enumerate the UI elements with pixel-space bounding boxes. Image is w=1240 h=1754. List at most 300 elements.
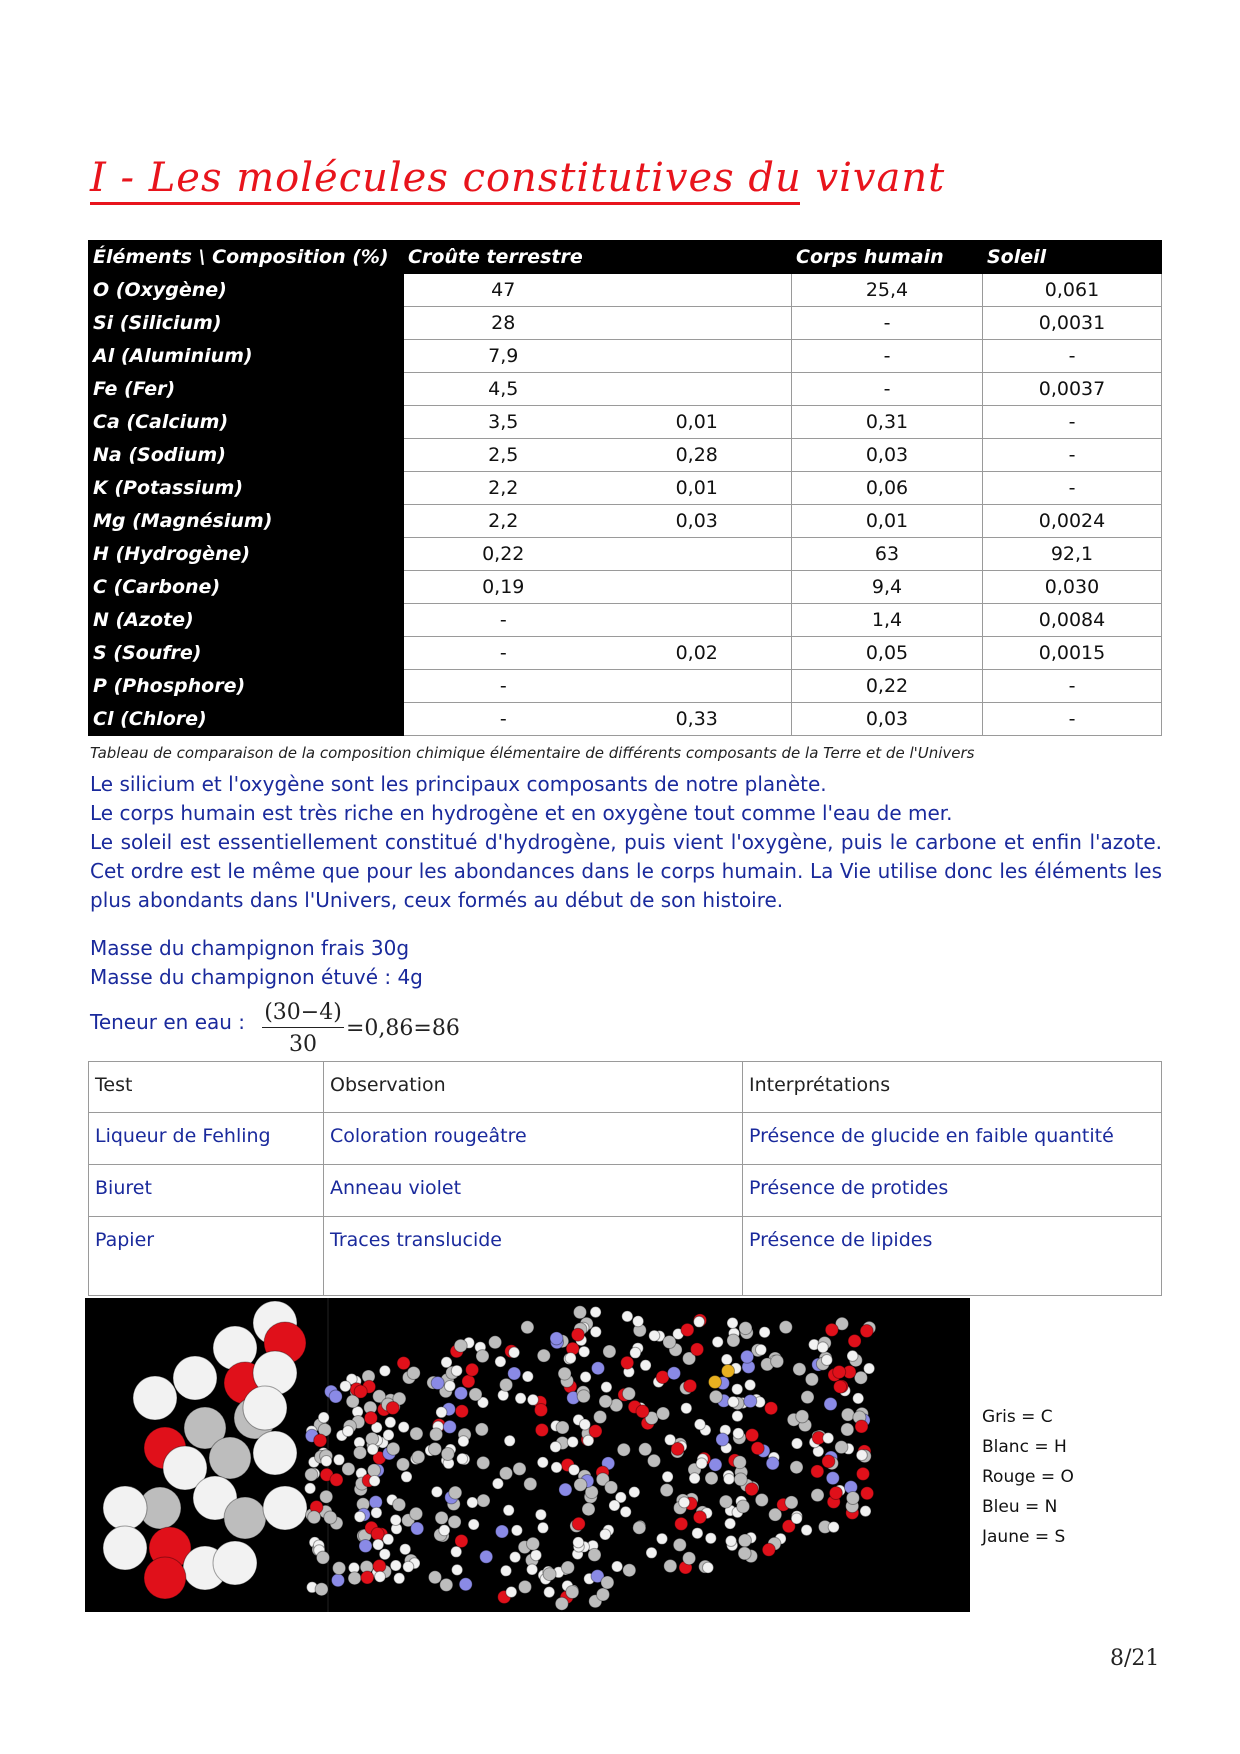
- composition-value-cell: -: [404, 604, 603, 637]
- atom-c: [719, 1495, 732, 1508]
- composition-value-cell: 2,2: [404, 472, 603, 505]
- atom-h: [515, 1393, 526, 1404]
- atom-c: [801, 1391, 814, 1404]
- atom-h: [612, 1561, 623, 1572]
- atom-h: [495, 1356, 506, 1367]
- element-name-cell: N (Azote): [89, 604, 404, 637]
- atom-c: [737, 1500, 750, 1513]
- atom-c: [521, 1321, 534, 1334]
- atom-h: [503, 1505, 514, 1516]
- atom-h: [821, 1355, 832, 1366]
- atom-h: [383, 1430, 394, 1441]
- atom-o: [825, 1323, 838, 1336]
- composition-value-cell: 0,061: [983, 274, 1162, 307]
- atom-o: [397, 1357, 410, 1370]
- atom-n: [550, 1332, 563, 1345]
- atom-n: [459, 1578, 472, 1591]
- atom-o: [589, 1425, 602, 1438]
- composition-value-cell: [603, 307, 792, 340]
- tests-header-test: Test: [89, 1062, 324, 1113]
- atom-o: [811, 1465, 824, 1478]
- atom-o: [371, 1527, 384, 1540]
- atom-h: [522, 1371, 533, 1382]
- atom-c: [500, 1467, 513, 1480]
- atom-c: [308, 1511, 321, 1524]
- composition-value-cell: -: [404, 670, 603, 703]
- table-header-row: [89, 241, 1162, 274]
- atom-n: [455, 1387, 468, 1400]
- atom-o: [373, 1560, 386, 1573]
- atom-c: [639, 1443, 652, 1456]
- atom-h: [732, 1384, 743, 1395]
- atom-h: [791, 1513, 802, 1524]
- atom-h: [681, 1403, 692, 1414]
- atom-c: [556, 1421, 569, 1434]
- tests-table: [88, 1061, 1162, 1296]
- atom-c: [846, 1492, 859, 1505]
- atom-c: [664, 1560, 677, 1573]
- atom-h: [375, 1571, 386, 1582]
- tests-header-interpretations: Interprétations: [743, 1062, 1162, 1113]
- composition-value-cell: 0,02: [603, 637, 792, 670]
- atom-h: [705, 1533, 716, 1544]
- atom-h: [504, 1435, 515, 1446]
- atom-h: [620, 1506, 631, 1517]
- table-row: [89, 670, 1162, 703]
- atom-o: [745, 1483, 758, 1496]
- atom-c: [805, 1373, 818, 1386]
- element-name-cell: Cl (Chlore): [89, 703, 404, 736]
- tests-header-row: [89, 1062, 1162, 1113]
- atom-h: [400, 1544, 411, 1555]
- composition-value-cell: -: [983, 670, 1162, 703]
- element-name-cell: C (Carbone): [89, 571, 404, 604]
- atom-c: [407, 1367, 420, 1380]
- atom-h: [531, 1550, 542, 1561]
- atom-h: [321, 1456, 332, 1467]
- atom-o: [861, 1487, 874, 1500]
- atom-c: [601, 1576, 614, 1589]
- atom-c: [663, 1336, 676, 1349]
- composition-value-cell: 0,05: [792, 637, 983, 670]
- atom-h: [133, 1376, 177, 1420]
- atom-h: [573, 1537, 584, 1548]
- atom-c: [448, 1515, 461, 1528]
- composition-value-cell: 4,5: [404, 373, 603, 406]
- composition-value-cell: 0,01: [603, 472, 792, 505]
- atom-h: [662, 1471, 673, 1482]
- atom-o: [833, 1366, 846, 1379]
- atom-h: [759, 1327, 770, 1338]
- fraction-numerator: (30−4): [262, 1000, 344, 1028]
- atom-c: [475, 1423, 488, 1436]
- atom-c: [333, 1562, 346, 1575]
- atom-h: [665, 1434, 676, 1445]
- atom-legend: [982, 1402, 1074, 1552]
- composition-value-cell: -: [404, 703, 603, 736]
- table-row: [89, 472, 1162, 505]
- atom-n: [559, 1483, 572, 1496]
- table-caption: Tableau de comparaison de la composition chimique élémentaire de différents composants de la Terre et de l'Univers: [90, 744, 975, 762]
- atom-c: [605, 1481, 618, 1494]
- atom-h: [721, 1354, 732, 1365]
- observation-cell: Traces translucide: [324, 1217, 743, 1296]
- atom-c: [623, 1564, 636, 1577]
- atom-h: [510, 1552, 521, 1563]
- atom-c: [582, 1503, 595, 1516]
- atom-n: [496, 1525, 509, 1538]
- atom-h: [394, 1573, 405, 1584]
- atom-h: [679, 1497, 690, 1508]
- atom-o: [466, 1363, 479, 1376]
- atom-c: [410, 1427, 423, 1440]
- element-name-cell: Si (Silicium): [89, 307, 404, 340]
- atom-n: [443, 1420, 456, 1433]
- atom-o: [746, 1429, 759, 1442]
- atom-o: [572, 1517, 585, 1530]
- atom-h: [492, 1478, 503, 1489]
- atom-c: [430, 1428, 443, 1441]
- atom-c: [477, 1456, 490, 1469]
- atom-h: [733, 1428, 744, 1439]
- legend-item-nitrogen: Bleu = N: [982, 1497, 1058, 1517]
- atom-h: [579, 1346, 590, 1357]
- atom-c: [524, 1478, 537, 1491]
- atom-h: [609, 1500, 620, 1511]
- atom-c: [317, 1551, 330, 1564]
- composition-value-cell: -: [983, 703, 1162, 736]
- element-name-cell: Na (Sodium): [89, 439, 404, 472]
- atom-h: [712, 1337, 723, 1348]
- atom-o: [571, 1328, 584, 1341]
- table-row: [89, 604, 1162, 637]
- composition-value-cell: 28: [404, 307, 603, 340]
- atom-h: [657, 1533, 668, 1544]
- atom-h: [550, 1441, 561, 1452]
- composition-value-cell: 0,03: [792, 439, 983, 472]
- atom-h: [692, 1528, 703, 1539]
- composition-value-cell: 0,22: [404, 538, 603, 571]
- test-cell: Biuret: [89, 1165, 324, 1217]
- atom-h: [468, 1519, 479, 1530]
- atom-c: [790, 1461, 803, 1474]
- atom-c: [709, 1390, 722, 1403]
- molecule-models: [85, 1298, 970, 1612]
- atom-o: [462, 1375, 475, 1388]
- composition-value-cell: 2,5: [404, 439, 603, 472]
- table-row: [89, 274, 1162, 307]
- header-soleil: Soleil: [983, 241, 1162, 274]
- atom-o: [765, 1402, 778, 1415]
- atom-o: [762, 1543, 775, 1556]
- composition-value-cell: [603, 340, 792, 373]
- atom-h: [630, 1347, 641, 1358]
- atom-c: [348, 1572, 361, 1585]
- masse-etuve: Masse du champignon étuvé : 4g: [90, 965, 423, 989]
- element-name-cell: H (Hydrogène): [89, 538, 404, 571]
- atom-h: [334, 1454, 345, 1465]
- atom-h: [703, 1562, 714, 1573]
- atom-h: [727, 1318, 738, 1329]
- atom-c: [796, 1410, 809, 1423]
- atom-o: [636, 1405, 649, 1418]
- atom-c: [342, 1463, 355, 1476]
- atom-h: [732, 1411, 743, 1422]
- atom-h: [371, 1507, 382, 1518]
- table-row: [89, 1113, 1162, 1165]
- atom-o: [834, 1380, 847, 1393]
- atom-n: [369, 1496, 382, 1509]
- composition-value-cell: [603, 604, 792, 637]
- atom-c: [477, 1494, 490, 1507]
- atom-c: [727, 1334, 740, 1347]
- table-row: [89, 703, 1162, 736]
- atom-c: [733, 1456, 746, 1469]
- atom-n: [824, 1398, 837, 1411]
- header-corps: Corps humain: [792, 241, 983, 274]
- atom-o: [330, 1473, 343, 1486]
- composition-value-cell: 7,9: [404, 340, 603, 373]
- atom-n: [411, 1522, 424, 1535]
- legend-item-hydrogen: Blanc = H: [982, 1437, 1067, 1457]
- text-line-2: Le corps humain est très riche en hydrogène et en oxygène tout comme l'eau de mer.: [90, 801, 953, 825]
- atom-h: [509, 1347, 520, 1358]
- interpretation-cell: Présence de glucide en faible quantité: [743, 1113, 1162, 1165]
- atom-h: [439, 1525, 450, 1536]
- text-line-1: Le silicium et l'oxygène sont les principaux composants de notre planète.: [90, 772, 827, 796]
- atom-n: [716, 1433, 729, 1446]
- composition-value-cell: -: [792, 373, 983, 406]
- atom-c: [577, 1390, 590, 1403]
- atom-h: [580, 1372, 591, 1383]
- table-row: [89, 538, 1162, 571]
- test-cell: Papier: [89, 1217, 324, 1296]
- atom-n: [332, 1574, 345, 1587]
- atom-o: [361, 1571, 374, 1584]
- atom-h: [506, 1587, 517, 1598]
- atom-c: [574, 1306, 587, 1319]
- atom-c: [673, 1538, 686, 1551]
- atom-h: [527, 1394, 538, 1405]
- element-name-cell: P (Phosphore): [89, 670, 404, 703]
- composition-value-cell: -: [983, 439, 1162, 472]
- atom-c: [305, 1468, 318, 1481]
- interpretation-cell: Présence de protides: [743, 1165, 1162, 1217]
- table-row: [89, 1217, 1162, 1296]
- atom-c: [410, 1507, 423, 1520]
- atom-h: [390, 1515, 401, 1526]
- atom-c: [449, 1486, 462, 1499]
- atom-n: [826, 1472, 839, 1485]
- atom-s: [722, 1365, 735, 1378]
- atom-c: [835, 1441, 848, 1454]
- teneur-label: Teneur en eau :: [90, 1010, 246, 1034]
- atom-o: [455, 1405, 468, 1418]
- composition-value-cell: -: [983, 340, 1162, 373]
- atom-h: [340, 1381, 351, 1392]
- tests-header-observation: Observation: [324, 1062, 743, 1113]
- composition-value-cell: -: [404, 637, 603, 670]
- legend-item-carbon: Gris = C: [982, 1407, 1053, 1427]
- atom-n: [329, 1390, 342, 1403]
- atom-h: [444, 1381, 455, 1392]
- atom-c: [793, 1363, 806, 1376]
- atom-c: [440, 1578, 453, 1591]
- atom-n: [508, 1367, 521, 1380]
- formula-result: =0,86=86: [346, 1016, 460, 1041]
- atom-h: [726, 1536, 737, 1547]
- atom-c: [779, 1321, 792, 1334]
- atom-n: [766, 1457, 779, 1470]
- table-row: [89, 307, 1162, 340]
- masse-frais: Masse du champignon frais 30g: [90, 936, 410, 960]
- atom-c: [574, 1478, 587, 1491]
- text-paragraph-3: Le soleil est essentiellement constitué d'hydrogène, puis vient l'oxygène, puis le carbone et enfin l'azote. Cet ordre est le même que pour les abondances dans le corps humain. La Vie utilise donc les éléments les plus abondants dans l'Univers, ceux formés au début de son histoire.: [90, 830, 1162, 912]
- element-name-cell: K (Potassium): [89, 472, 404, 505]
- atom-o: [144, 1557, 186, 1599]
- composition-value-cell: 2,2: [404, 505, 603, 538]
- atom-c: [561, 1561, 574, 1574]
- atom-h: [847, 1350, 858, 1361]
- atom-h: [538, 1522, 549, 1533]
- composition-value-cell: 0,01: [603, 406, 792, 439]
- legend-item-sulfur: Jaune = S: [982, 1527, 1066, 1547]
- atom-h: [373, 1539, 384, 1550]
- atom-h: [173, 1356, 217, 1400]
- atom-h: [622, 1311, 633, 1322]
- composition-value-cell: 47: [404, 274, 603, 307]
- atom-o: [751, 1442, 764, 1455]
- table-row: [89, 340, 1162, 373]
- atom-h: [379, 1365, 390, 1376]
- atom-o: [848, 1335, 861, 1348]
- composition-value-cell: 0,0037: [983, 373, 1162, 406]
- composition-value-cell: -: [792, 307, 983, 340]
- atom-c: [755, 1494, 768, 1507]
- atom-c: [739, 1322, 752, 1335]
- atom-o: [860, 1325, 873, 1338]
- atom-h: [649, 1330, 660, 1341]
- atom-h: [817, 1342, 828, 1353]
- atom-h: [511, 1525, 522, 1536]
- atom-o: [675, 1517, 688, 1530]
- atom-h: [305, 1483, 316, 1494]
- composition-value-cell: 0,19: [404, 571, 603, 604]
- atom-c: [320, 1490, 333, 1503]
- atom-o: [535, 1404, 548, 1417]
- atom-o: [386, 1402, 399, 1415]
- atom-o: [684, 1379, 697, 1392]
- composition-value-cell: 1,4: [792, 604, 983, 637]
- atom-h: [633, 1316, 644, 1327]
- atom-c: [594, 1411, 607, 1424]
- atom-c: [734, 1473, 747, 1486]
- composition-value-cell: 0,06: [792, 472, 983, 505]
- composition-value-cell: 0,31: [792, 406, 983, 439]
- atom-h: [451, 1546, 462, 1557]
- composition-value-cell: 0,22: [792, 670, 983, 703]
- atom-h: [401, 1471, 412, 1482]
- atom-h: [544, 1587, 555, 1598]
- atom-h: [537, 1457, 548, 1468]
- atom-h: [243, 1386, 287, 1430]
- page-number: 8/21: [1110, 1646, 1160, 1671]
- atom-o: [354, 1385, 367, 1398]
- atom-h: [728, 1396, 739, 1407]
- table-row: [89, 439, 1162, 472]
- element-name-cell: Fe (Fer): [89, 373, 404, 406]
- atom-h: [367, 1444, 378, 1455]
- atom-c: [476, 1350, 489, 1363]
- composition-value-cell: [603, 538, 792, 571]
- atom-c: [622, 1387, 635, 1400]
- atom-c: [648, 1454, 661, 1467]
- atom-h: [501, 1565, 512, 1576]
- atom-o: [681, 1323, 694, 1336]
- atom-h: [565, 1353, 576, 1364]
- molecule-images: [85, 1298, 970, 1612]
- atom-c: [500, 1378, 513, 1391]
- atom-h: [725, 1518, 736, 1529]
- atom-h: [253, 1431, 297, 1475]
- atom-h: [828, 1522, 839, 1533]
- fraction-denominator: 30: [289, 1032, 317, 1057]
- atom-c: [412, 1451, 425, 1464]
- atom-c: [588, 1548, 601, 1561]
- atom-c: [429, 1571, 442, 1584]
- atom-h: [567, 1437, 578, 1448]
- atom-h: [431, 1486, 442, 1497]
- atom-h: [263, 1486, 307, 1530]
- atom-c: [660, 1484, 673, 1497]
- composition-value-cell: 0,0024: [983, 505, 1162, 538]
- atom-c: [537, 1349, 550, 1362]
- atom-c: [597, 1588, 610, 1601]
- atom-c: [324, 1511, 337, 1524]
- atom-n: [668, 1367, 681, 1380]
- composition-value-cell: 0,03: [792, 703, 983, 736]
- atom-h: [640, 1360, 651, 1371]
- element-name-cell: S (Soufre): [89, 637, 404, 670]
- atom-c: [527, 1537, 540, 1550]
- atom-c: [454, 1339, 467, 1352]
- composition-value-cell: 63: [792, 538, 983, 571]
- atom-h: [354, 1511, 365, 1522]
- composition-value-cell: [603, 571, 792, 604]
- composition-value-cell: [603, 373, 792, 406]
- table-row: [89, 406, 1162, 439]
- page-title: I - Les molécules constitutives du vivant: [90, 155, 946, 201]
- atom-c: [683, 1552, 696, 1565]
- interpretation-cell: Présence de lipides: [743, 1217, 1162, 1296]
- atom-n: [480, 1550, 493, 1563]
- atom-o: [364, 1412, 377, 1425]
- test-cell: Liqueur de Fehling: [89, 1113, 324, 1165]
- composition-value-cell: [603, 274, 792, 307]
- atom-c: [603, 1345, 616, 1358]
- composition-table: [88, 240, 1162, 736]
- title-underline: [90, 202, 800, 205]
- atom-c: [469, 1388, 482, 1401]
- atom-h: [600, 1529, 611, 1540]
- atom-c: [435, 1511, 448, 1524]
- element-name-cell: Ca (Calcium): [89, 406, 404, 439]
- header-elements: Éléments \ Composition (%): [89, 241, 404, 274]
- atom-o: [691, 1343, 704, 1356]
- composition-value-cell: 0,0084: [983, 604, 1162, 637]
- atom-h: [696, 1458, 707, 1469]
- element-name-cell: O (Oxygène): [89, 274, 404, 307]
